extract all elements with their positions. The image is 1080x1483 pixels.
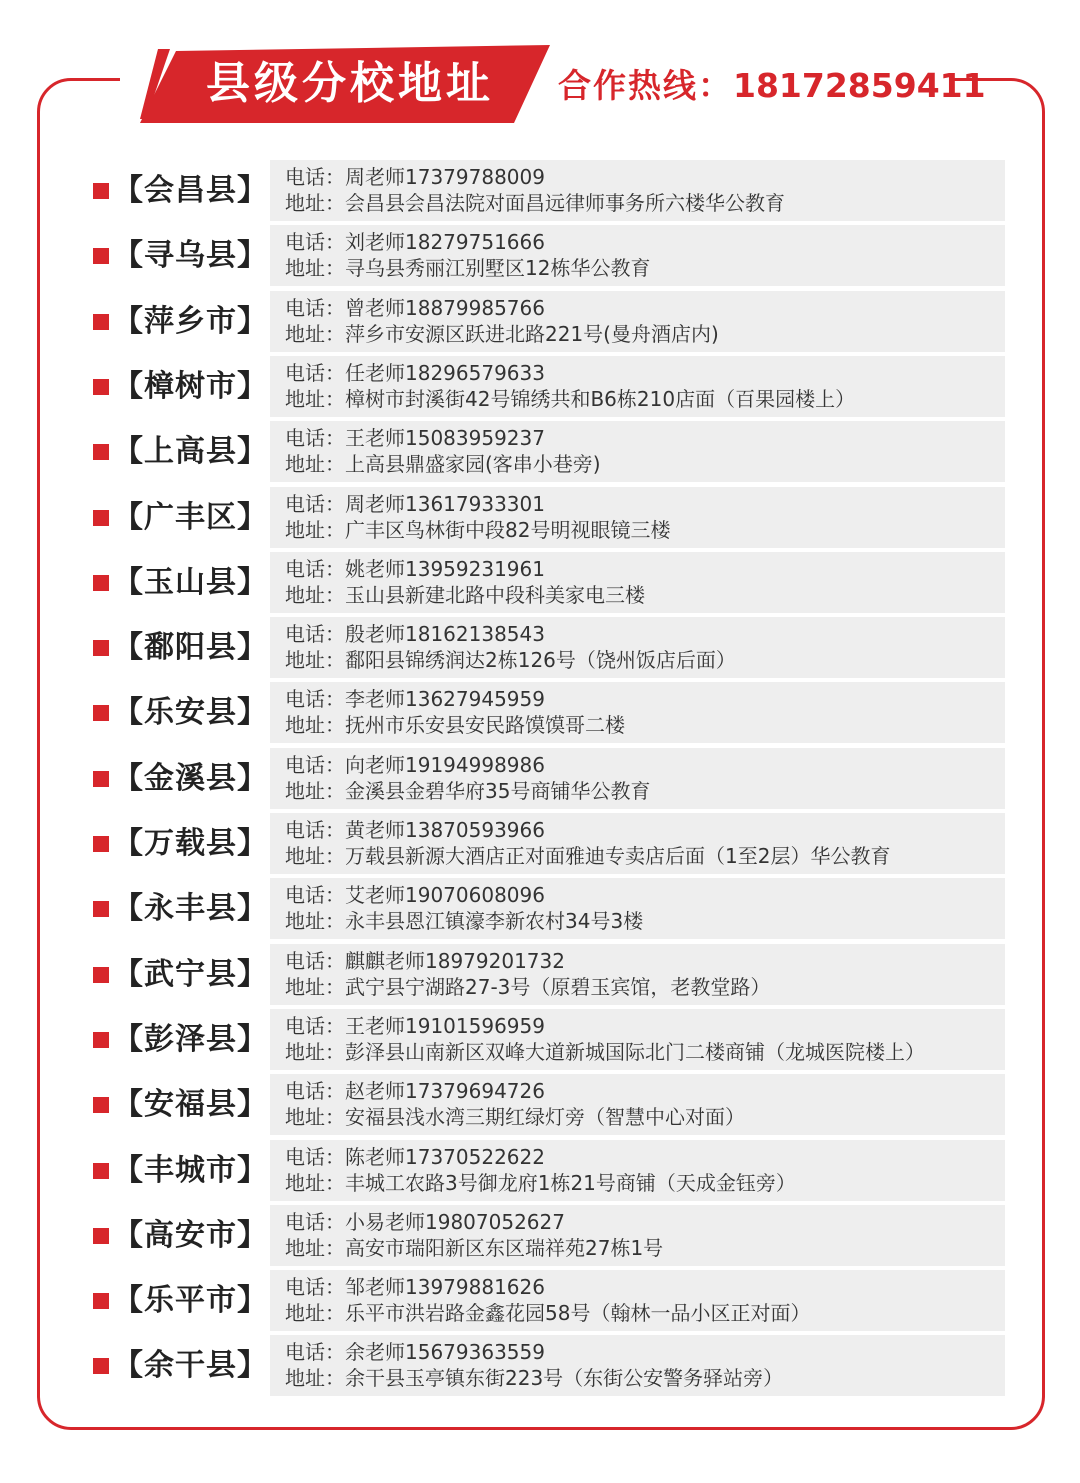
bullet-square-icon bbox=[93, 771, 109, 787]
address-value: 抚州市乐安县安民路馍馍哥二楼 bbox=[345, 713, 625, 737]
county-name: 【丰城市】 bbox=[113, 1153, 268, 1188]
phone-value: 李老师13627945959 bbox=[345, 687, 545, 711]
phone-value: 麒麒老师18979201732 bbox=[345, 949, 565, 973]
hotline bbox=[558, 63, 986, 109]
phone-value: 刘老师18279751666 bbox=[345, 230, 545, 254]
branch-info-box bbox=[270, 225, 1005, 286]
address-line bbox=[285, 1104, 745, 1130]
address-line bbox=[285, 1365, 783, 1391]
address-line bbox=[285, 190, 785, 216]
phone-value: 赵老师17379694726 bbox=[345, 1079, 545, 1103]
county-name: 【鄱阳县】 bbox=[113, 630, 268, 665]
phone-value: 曾老师18879985766 bbox=[345, 296, 545, 320]
phone-value: 小易老师19807052627 bbox=[345, 1210, 565, 1234]
phone-line bbox=[285, 752, 545, 778]
branch-info-box bbox=[270, 552, 1005, 613]
address-value: 樟树市封溪街42号锦绣共和B6栋210店面（百果园楼上） bbox=[345, 387, 856, 411]
county-name: 【安福县】 bbox=[113, 1087, 268, 1122]
phone-value: 任老师18296579633 bbox=[345, 361, 545, 385]
branch-row bbox=[0, 487, 1080, 548]
address-value: 丰城工农路3号御龙府1栋21号商铺（天成金钰旁） bbox=[345, 1171, 796, 1195]
address-label: 地址： bbox=[285, 648, 345, 672]
phone-label: 电话： bbox=[285, 1275, 345, 1299]
address-line bbox=[285, 712, 625, 738]
address-label: 地址： bbox=[285, 844, 345, 868]
phone-label: 电话： bbox=[285, 1210, 345, 1234]
phone-line bbox=[285, 229, 545, 255]
phone-line bbox=[285, 425, 545, 451]
address-value: 万载县新源大酒店正对面雅迪专卖店后面（1至2层）华公教育 bbox=[345, 844, 891, 868]
address-label: 地址： bbox=[285, 1040, 345, 1064]
branch-info-box bbox=[270, 1335, 1005, 1396]
phone-label: 电话： bbox=[285, 230, 345, 254]
branch-row bbox=[0, 1335, 1080, 1396]
phone-line bbox=[285, 1013, 545, 1039]
branch-row bbox=[0, 944, 1080, 1005]
branch-row bbox=[0, 225, 1080, 286]
phone-line bbox=[285, 1078, 545, 1104]
address-label: 地址： bbox=[285, 387, 345, 411]
phone-value: 周老师13617933301 bbox=[345, 492, 545, 516]
address-line bbox=[285, 386, 855, 412]
branch-info-box bbox=[270, 1270, 1005, 1331]
branch-info-box bbox=[270, 813, 1005, 874]
address-line bbox=[285, 974, 770, 1000]
branch-row bbox=[0, 748, 1080, 809]
phone-value: 陈老师17370522622 bbox=[345, 1145, 545, 1169]
address-value: 玉山县新建北路中段科美家电三楼 bbox=[345, 583, 645, 607]
phone-line bbox=[285, 621, 545, 647]
address-value: 寻乌县秀丽江别墅区12栋华公教育 bbox=[345, 256, 651, 280]
county-name: 【玉山县】 bbox=[113, 565, 268, 600]
branch-info-box bbox=[270, 1074, 1005, 1135]
address-label: 地址： bbox=[285, 191, 345, 215]
address-label: 地址： bbox=[285, 256, 345, 280]
phone-line bbox=[285, 360, 545, 386]
bullet-square-icon bbox=[93, 705, 109, 721]
address-value: 鄱阳县锦绣润达2栋126号（饶州饭店后面） bbox=[345, 648, 736, 672]
address-label: 地址： bbox=[285, 1236, 345, 1260]
address-line bbox=[285, 255, 650, 281]
address-label: 地址： bbox=[285, 909, 345, 933]
phone-value: 殷老师18162138543 bbox=[345, 622, 545, 646]
county-name: 【会昌县】 bbox=[113, 173, 268, 208]
county-name: 【上高县】 bbox=[113, 434, 268, 469]
branch-row bbox=[0, 682, 1080, 743]
phone-label: 电话： bbox=[285, 165, 345, 189]
branch-row bbox=[0, 356, 1080, 417]
county-name: 【乐安县】 bbox=[113, 695, 268, 730]
phone-line bbox=[285, 295, 545, 321]
phone-value: 姚老师13959231961 bbox=[345, 557, 545, 581]
address-label: 地址： bbox=[285, 518, 345, 542]
branch-info-box bbox=[270, 878, 1005, 939]
phone-label: 电话： bbox=[285, 1014, 345, 1038]
phone-label: 电话： bbox=[285, 818, 345, 842]
phone-label: 电话： bbox=[285, 1340, 345, 1364]
address-line bbox=[285, 451, 601, 477]
county-name: 【武宁县】 bbox=[113, 957, 268, 992]
branch-row bbox=[0, 1074, 1080, 1135]
address-value: 萍乡市安源区跃进北路221号(曼舟酒店内) bbox=[345, 322, 719, 346]
address-line bbox=[285, 647, 736, 673]
address-value: 会昌县会昌法院对面昌远律师事务所六楼华公教育 bbox=[345, 191, 785, 215]
phone-label: 电话： bbox=[285, 753, 345, 777]
address-line bbox=[285, 1300, 810, 1326]
county-name: 【永丰县】 bbox=[113, 891, 268, 926]
branch-info-box bbox=[270, 944, 1005, 1005]
address-line bbox=[285, 1235, 663, 1261]
branch-row bbox=[0, 1009, 1080, 1070]
county-name: 【乐平市】 bbox=[113, 1283, 268, 1318]
address-value: 上高县鼎盛家园(客串小巷旁) bbox=[345, 452, 601, 476]
address-line bbox=[285, 843, 890, 869]
address-line bbox=[285, 321, 719, 347]
branch-row bbox=[0, 1270, 1080, 1331]
bullet-square-icon bbox=[93, 640, 109, 656]
address-line bbox=[285, 908, 643, 934]
branch-info-box bbox=[270, 1205, 1005, 1266]
address-value: 高安市瑞阳新区东区瑞祥苑27栋1号 bbox=[345, 1236, 664, 1260]
branch-info-box bbox=[270, 291, 1005, 352]
bullet-square-icon bbox=[93, 379, 109, 395]
phone-label: 电话： bbox=[285, 883, 345, 907]
branch-info-box bbox=[270, 356, 1005, 417]
address-label: 地址： bbox=[285, 452, 345, 476]
bullet-square-icon bbox=[93, 575, 109, 591]
address-value: 余干县玉亭镇东街223号（东街公安警务驿站旁） bbox=[345, 1366, 784, 1390]
branch-info-box bbox=[270, 1009, 1005, 1070]
phone-label: 电话： bbox=[285, 949, 345, 973]
branch-row bbox=[0, 291, 1080, 352]
address-label: 地址： bbox=[285, 1301, 345, 1325]
phone-value: 邹老师13979881626 bbox=[345, 1275, 545, 1299]
bullet-square-icon bbox=[93, 444, 109, 460]
address-label: 地址： bbox=[285, 1366, 345, 1390]
branch-row bbox=[0, 878, 1080, 939]
county-name: 【萍乡市】 bbox=[113, 304, 268, 339]
branch-info-box bbox=[270, 487, 1005, 548]
branch-row bbox=[0, 552, 1080, 613]
phone-line bbox=[285, 686, 545, 712]
bullet-square-icon bbox=[93, 1097, 109, 1113]
title-banner bbox=[140, 45, 550, 123]
branch-row bbox=[0, 617, 1080, 678]
phone-line bbox=[285, 882, 545, 908]
address-line bbox=[285, 1039, 925, 1065]
phone-value: 王老师19101596959 bbox=[345, 1014, 545, 1038]
phone-label: 电话： bbox=[285, 1145, 345, 1169]
phone-value: 向老师19194998986 bbox=[345, 753, 545, 777]
phone-line bbox=[285, 1274, 545, 1300]
county-name: 【金溪县】 bbox=[113, 761, 268, 796]
branch-row bbox=[0, 1205, 1080, 1266]
branch-info-box bbox=[270, 617, 1005, 678]
bullet-square-icon bbox=[93, 901, 109, 917]
phone-value: 黄老师13870593966 bbox=[345, 818, 545, 842]
bullet-square-icon bbox=[93, 248, 109, 264]
bullet-square-icon bbox=[93, 1228, 109, 1244]
hotline-number: 18172859411 bbox=[733, 66, 986, 105]
address-label: 地址： bbox=[285, 779, 345, 803]
phone-value: 王老师15083959237 bbox=[345, 426, 545, 450]
county-name: 【余干县】 bbox=[113, 1348, 268, 1383]
branch-info-box bbox=[270, 421, 1005, 482]
phone-value: 余老师15679363559 bbox=[345, 1340, 545, 1364]
bullet-square-icon bbox=[93, 510, 109, 526]
bullet-square-icon bbox=[93, 314, 109, 330]
phone-label: 电话： bbox=[285, 426, 345, 450]
branch-info-box bbox=[270, 1140, 1005, 1201]
phone-label: 电话： bbox=[285, 622, 345, 646]
phone-line bbox=[285, 491, 545, 517]
county-name: 【樟树市】 bbox=[113, 369, 268, 404]
bullet-square-icon bbox=[93, 183, 109, 199]
branch-row bbox=[0, 421, 1080, 482]
address-value: 永丰县恩江镇濠李新农村34号3楼 bbox=[345, 909, 644, 933]
address-label: 地址： bbox=[285, 713, 345, 737]
bullet-square-icon bbox=[93, 1163, 109, 1179]
address-label: 地址： bbox=[285, 583, 345, 607]
county-name: 【广丰区】 bbox=[113, 500, 268, 535]
hotline-label: 合作热线： bbox=[558, 66, 733, 105]
branch-info-box bbox=[270, 748, 1005, 809]
phone-line bbox=[285, 1339, 545, 1365]
address-value: 彭泽县山南新区双峰大道新城国际北门二楼商铺（龙城医院楼上） bbox=[345, 1040, 925, 1064]
address-label: 地址： bbox=[285, 322, 345, 346]
address-line bbox=[285, 778, 650, 804]
page-title: 县级分校地址 bbox=[206, 58, 494, 109]
phone-label: 电话： bbox=[285, 1079, 345, 1103]
phone-label: 电话： bbox=[285, 687, 345, 711]
county-name: 【寻乌县】 bbox=[113, 238, 268, 273]
branch-row bbox=[0, 813, 1080, 874]
branch-info-box bbox=[270, 682, 1005, 743]
phone-line bbox=[285, 817, 545, 843]
county-name: 【万载县】 bbox=[113, 826, 268, 861]
phone-line bbox=[285, 164, 545, 190]
branch-row bbox=[0, 1140, 1080, 1201]
phone-line bbox=[285, 1144, 545, 1170]
county-name: 【高安市】 bbox=[113, 1218, 268, 1253]
phone-line bbox=[285, 1209, 565, 1235]
address-label: 地址： bbox=[285, 1105, 345, 1129]
county-name: 【彭泽县】 bbox=[113, 1022, 268, 1057]
address-value: 金溪县金碧华府35号商铺华公教育 bbox=[345, 779, 651, 803]
phone-value: 周老师17379788009 bbox=[345, 165, 545, 189]
bullet-square-icon bbox=[93, 967, 109, 983]
phone-line bbox=[285, 948, 565, 974]
phone-line bbox=[285, 556, 545, 582]
bullet-square-icon bbox=[93, 1032, 109, 1048]
address-value: 武宁县宁湖路27-3号（原碧玉宾馆，老教堂路） bbox=[345, 975, 771, 999]
phone-value: 艾老师19070608096 bbox=[345, 883, 545, 907]
address-line bbox=[285, 1170, 796, 1196]
address-label: 地址： bbox=[285, 1171, 345, 1195]
address-line bbox=[285, 582, 645, 608]
address-line bbox=[285, 517, 670, 543]
phone-label: 电话： bbox=[285, 361, 345, 385]
address-value: 乐平市洪岩路金鑫花园58号（翰林一品小区正对面） bbox=[345, 1301, 811, 1325]
bullet-square-icon bbox=[93, 1358, 109, 1374]
phone-label: 电话： bbox=[285, 492, 345, 516]
bullet-square-icon bbox=[93, 1293, 109, 1309]
branch-info-box bbox=[270, 160, 1005, 221]
address-value: 安福县浅水湾三期红绿灯旁（智慧中心对面） bbox=[345, 1105, 745, 1129]
phone-label: 电话： bbox=[285, 296, 345, 320]
bullet-square-icon bbox=[93, 836, 109, 852]
address-label: 地址： bbox=[285, 975, 345, 999]
address-value: 广丰区鸟林街中段82号明视眼镜三楼 bbox=[345, 518, 671, 542]
branch-row bbox=[0, 160, 1080, 221]
phone-label: 电话： bbox=[285, 557, 345, 581]
